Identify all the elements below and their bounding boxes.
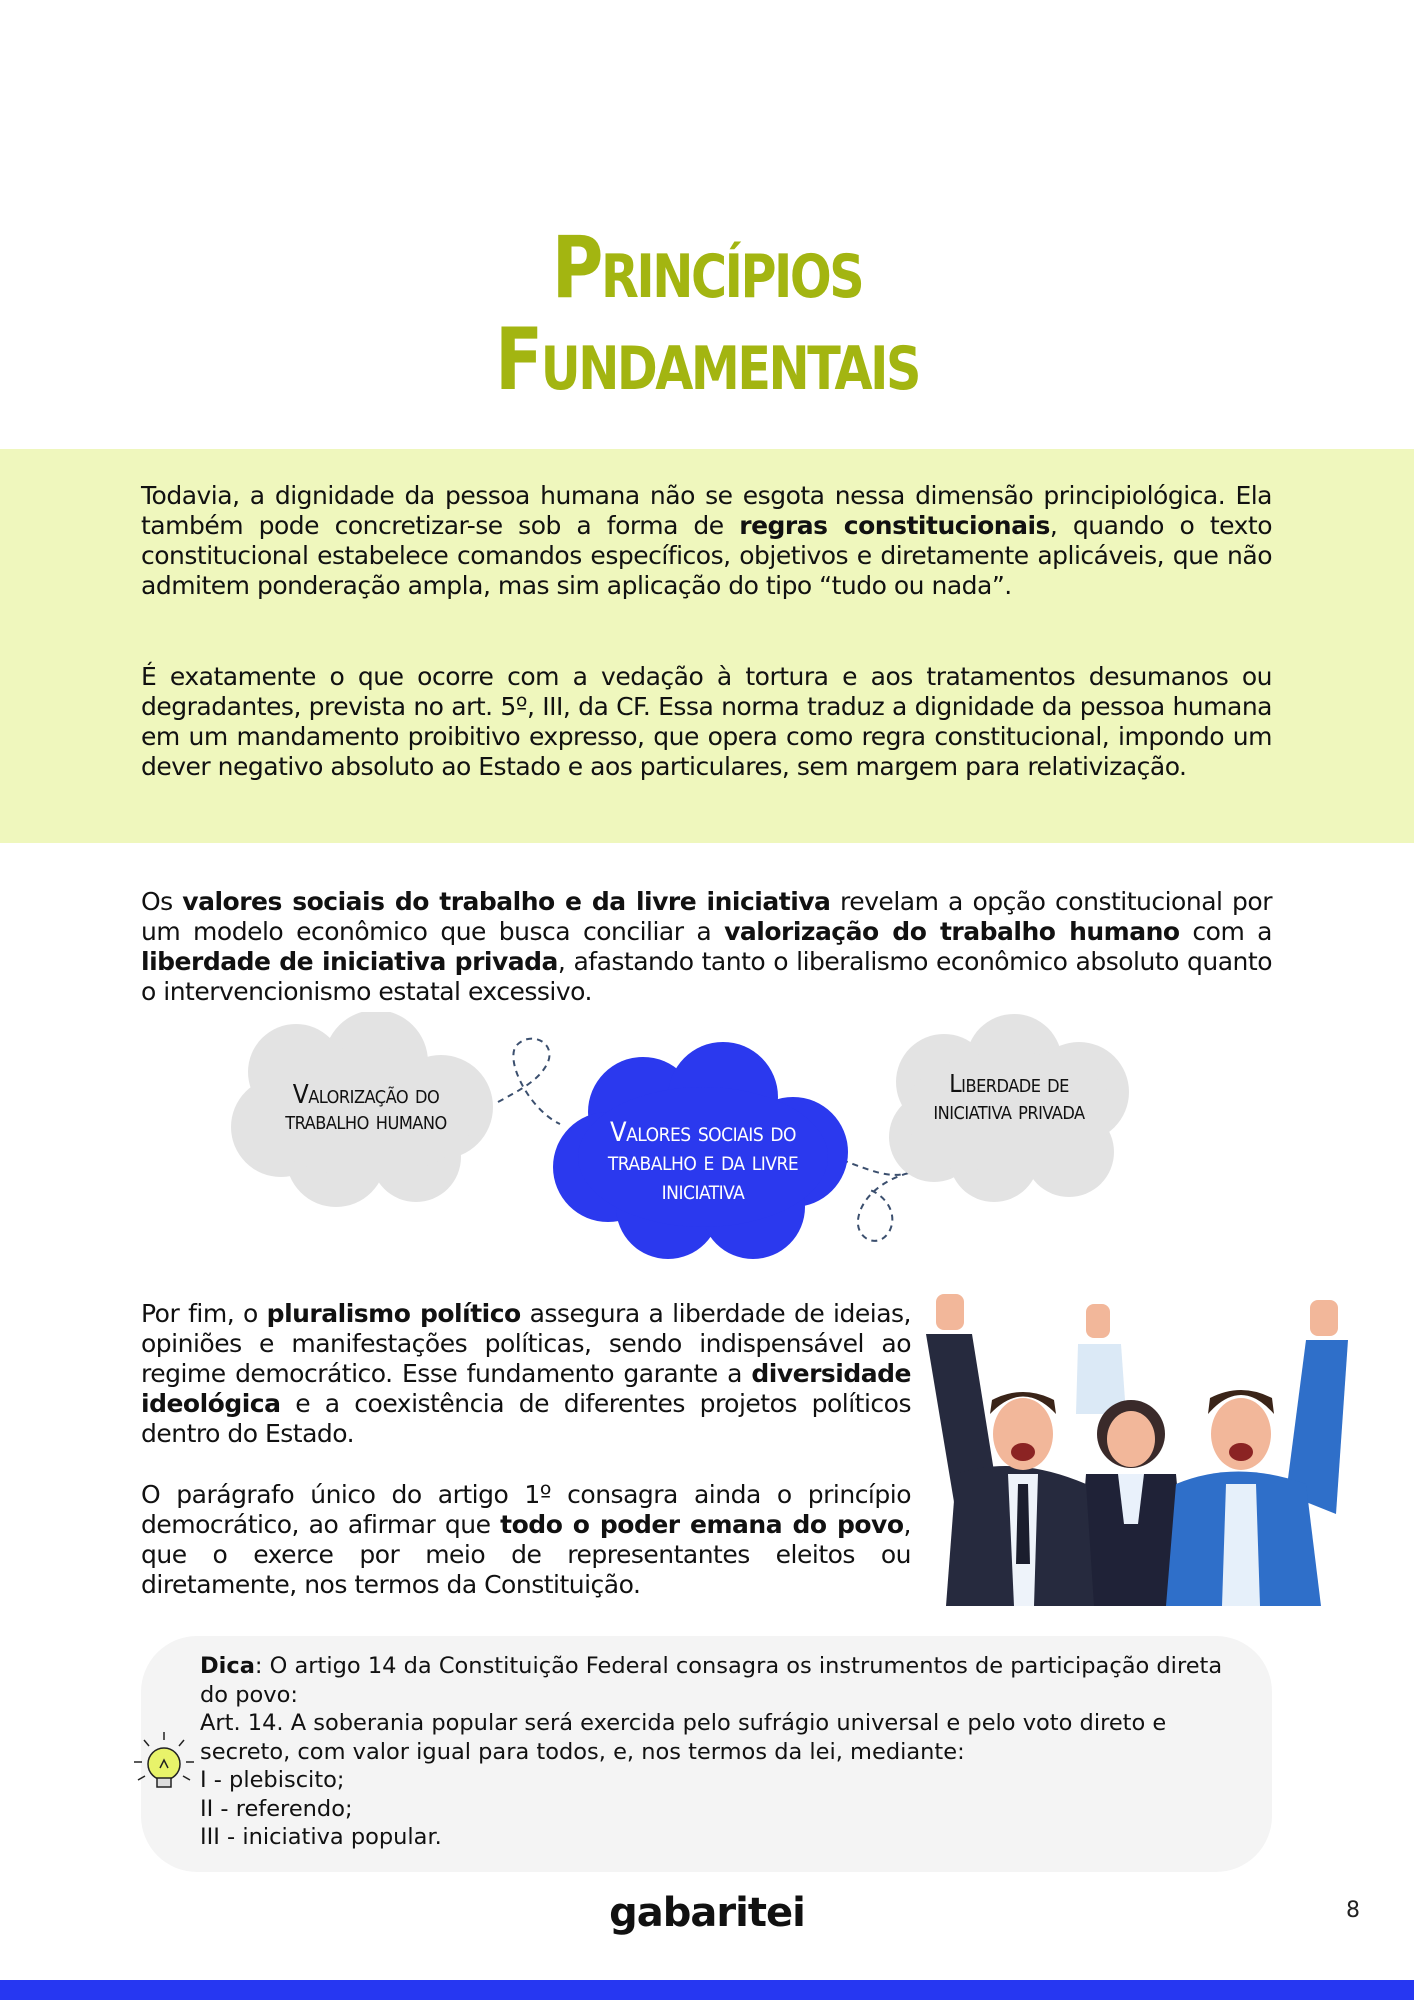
text: O parágrafo único do artigo 1º consagra ainda o princípio democrático, ao afirmar que <box>141 1480 911 1539</box>
text: Liberdade de <box>949 1069 1069 1098</box>
text: com a <box>1179 917 1273 946</box>
footer-bar <box>0 1980 1414 2000</box>
tip-article: Art. 14. A soberania popular será exercida pelo sufrágio universal e pelo voto direto e secreto, com valor igual para todos, e, nos termos da lei, mediante: <box>200 1710 1167 1765</box>
brand-logo: gabaritei <box>609 1890 805 1936</box>
text: Os <box>141 887 183 916</box>
bold-text: valorização do trabalho humano <box>724 917 1180 946</box>
text: Valorização do <box>292 1080 440 1110</box>
tip-item-1: I - plebiscito; <box>200 1767 345 1793</box>
text: revelam a opção constitucional por um modelo econômico que busca conciliar a <box>141 887 1272 946</box>
tip-item-2: II - referendo; <box>200 1795 353 1822</box>
bold-text: pluralismo político <box>266 1299 521 1328</box>
tip-item-3: III - iniciativa popular. <box>200 1824 442 1850</box>
bold-text: valores sociais do trabalho e da livre iniciativa <box>182 887 831 916</box>
cloud-right-label <box>884 1070 1134 1124</box>
text: , quando o texto constitucional estabelece comandos específicos, objetivos e diretamente aplicáveis, que não admitem ponderação ampla, mas sim aplicação do tipo “tudo ou nada”. <box>141 511 1272 600</box>
tip-label: Dica <box>200 1653 255 1679</box>
text: , que o exerce por meio de representantes eleitos ou diretamente, nos termos da Constituição. <box>141 1510 911 1599</box>
tip-intro <box>200 1652 1250 1709</box>
lightbulb-icon <box>128 1728 200 1800</box>
bold-text: todo o poder emana do povo <box>500 1510 904 1539</box>
bold-text: liberdade de iniciativa privada <box>141 947 558 976</box>
pluralism-paragraph <box>141 1299 911 1449</box>
text: trabalho e da livre <box>607 1146 799 1177</box>
cloud-left-label <box>236 1082 496 1134</box>
title-line-1: Princípios <box>551 218 863 318</box>
text: Valores sociais do <box>609 1117 797 1148</box>
tip-text <box>200 1652 1250 1852</box>
text: trabalho humano <box>285 1106 447 1136</box>
text: iniciativa privada <box>933 1096 1085 1125</box>
title-line-2: Fundamentais <box>494 310 919 410</box>
band-paragraph-2: É exatamente o que ocorre com a vedação à tortura e aos tratamentos desumanos ou degradantes, prevista no art. 5º, III, da CF. Essa norma traduz a dignidade da pessoa humana em um mandamento proibitivo expresso, que opera como regra constitucional, impondo um dever negativo absoluto ao Estado e aos particulares, sem margem para relativização. <box>141 662 1272 781</box>
text: : O artigo 14 da Constituição Federal consagra os instrumentos de participação direta do povo: <box>200 1653 1223 1708</box>
text: Todavia, a dignidade da pessoa humana não se esgota nessa dimensão principiológica. Ela também pode concretizar-se sob a forma de <box>141 481 1272 540</box>
democratic-paragraph <box>141 1480 911 1600</box>
bold-text: diversidade ideológica <box>141 1359 911 1418</box>
text: e a coexistência de diferentes projetos políticos dentro do Estado. <box>141 1389 911 1448</box>
page-number: 8 <box>1346 1898 1360 1923</box>
bold-text: regras constitucionais <box>739 511 1050 540</box>
people-protest-illustration <box>926 1284 1352 1606</box>
text: assegura a liberdade de ideias, opiniões e manifestações políticas, sendo indispensável ao regime democrático. Esse fundamento garante a <box>141 1299 911 1388</box>
text: , afastando tanto o liberalismo econômico absoluto quanto o intervencionismo estatal excessivo. <box>141 947 1272 1006</box>
cloud-center-label <box>558 1118 848 1205</box>
text: iniciativa <box>661 1175 745 1206</box>
text: Por fim, o <box>141 1299 267 1328</box>
